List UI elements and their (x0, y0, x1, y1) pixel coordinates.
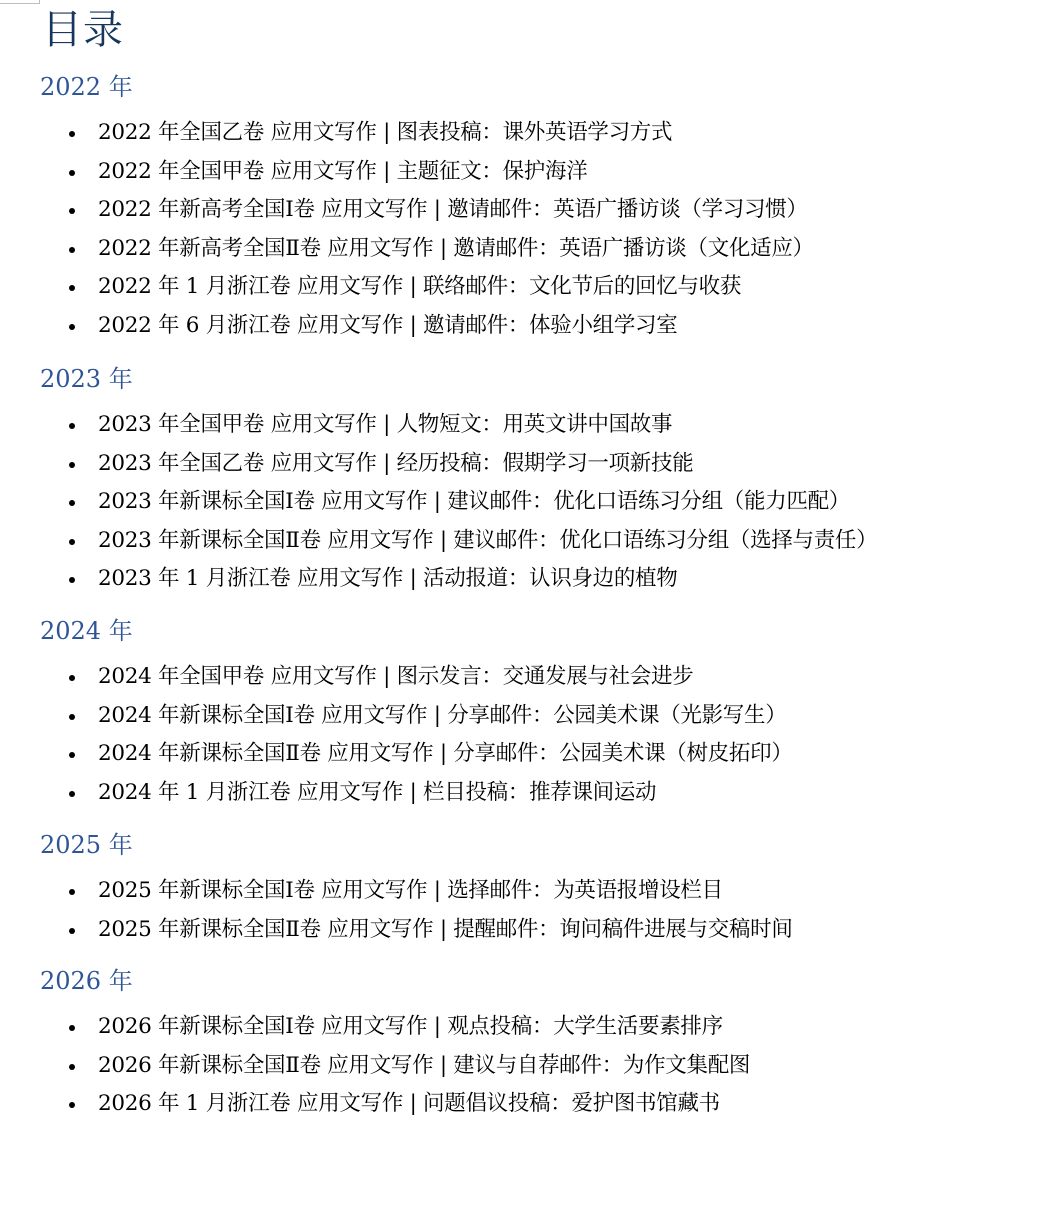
bullet-icon (69, 170, 75, 176)
toc-entry[interactable] (0, 413, 1056, 452)
toc-entry[interactable] (0, 1015, 1056, 1054)
year-heading-2026: 2026 年 (40, 967, 133, 995)
toc-entry-link[interactable]: 2023 年全国乙卷 应用文写作 | 经历投稿：假期学习一项新技能 (98, 450, 694, 476)
toc-entry-link[interactable]: 2022 年新高考全国Ⅱ卷 应用文写作 | 邀请邮件：英语广播访谈（文化适应） (98, 235, 814, 261)
page-corner-mark (0, 0, 40, 4)
toc-entry[interactable] (0, 275, 1056, 314)
toc-entry-link[interactable]: 2026 年 1 月浙江卷 应用文写作 | 问题倡议投稿：爱护图书馆藏书 (98, 1091, 720, 1116)
bullet-icon (69, 247, 75, 253)
toc-entry[interactable] (0, 452, 1056, 491)
bullet-icon (69, 462, 75, 468)
toc-entry-link[interactable]: 2022 年全国乙卷 应用文写作 | 图表投稿：课外英语学习方式 (98, 120, 673, 145)
bullet-icon (69, 500, 75, 506)
toc-list-2023 (0, 413, 1056, 606)
toc-list-2025 (0, 879, 1056, 956)
toc-entry[interactable] (0, 490, 1056, 529)
toc-entry[interactable] (0, 704, 1056, 743)
toc-list-2022 (0, 121, 1056, 352)
toc-entry-link[interactable]: 2022 年新高考全国Ⅰ卷 应用文写作 | 邀请邮件：英语广播访谈（学习习惯） (98, 197, 808, 222)
bullet-icon (69, 1064, 75, 1070)
toc-list-2026 (0, 1015, 1056, 1131)
bullet-icon (69, 791, 75, 797)
bullet-icon (69, 752, 75, 758)
toc-entry[interactable] (0, 781, 1056, 820)
toc-entry-link[interactable]: 2022 年 6 月浙江卷 应用文写作 | 邀请邮件：体验小组学习室 (98, 312, 678, 338)
toc-entry-link[interactable]: 2022 年全国甲卷 应用文写作 | 主题征文：保护海洋 (98, 158, 588, 184)
toc-entry-link[interactable]: 2023 年全国甲卷 应用文写作 | 人物短文：用英文讲中国故事 (98, 412, 673, 437)
toc-entry[interactable] (0, 567, 1056, 606)
toc-entry[interactable] (0, 121, 1056, 160)
toc-entry[interactable] (0, 918, 1056, 957)
toc-entry-link[interactable]: 2026 年新课标全国Ⅰ卷 应用文写作 | 观点投稿：大学生活要素排序 (98, 1014, 723, 1039)
toc-entry[interactable] (0, 1092, 1056, 1131)
toc-entry-link[interactable]: 2023 年 1 月浙江卷 应用文写作 | 活动报道：认识身边的植物 (98, 566, 678, 591)
toc-title: 目录 (42, 7, 124, 53)
year-heading-2022: 2022 年 (40, 73, 133, 101)
toc-entry-link[interactable]: 2025 年新课标全国Ⅰ卷 应用文写作 | 选择邮件：为英语报增设栏目 (98, 878, 723, 903)
bullet-icon (69, 1102, 75, 1108)
toc-entry[interactable] (0, 314, 1056, 353)
toc-entry-link[interactable]: 2022 年 1 月浙江卷 应用文写作 | 联络邮件：文化节后的回忆与收获 (98, 274, 742, 299)
toc-entry-link[interactable]: 2024 年全国甲卷 应用文写作 | 图示发言：交通发展与社会进步 (98, 664, 694, 689)
toc-entry[interactable] (0, 742, 1056, 781)
bullet-icon (69, 539, 75, 545)
year-heading-2024: 2024 年 (40, 617, 133, 645)
year-heading-2023: 2023 年 (40, 365, 133, 393)
toc-entry[interactable] (0, 198, 1056, 237)
year-heading-2025: 2025 年 (40, 831, 133, 859)
toc-list-2024 (0, 665, 1056, 819)
bullet-icon (69, 675, 75, 681)
bullet-icon (69, 285, 75, 291)
toc-entry-link[interactable]: 2025 年新课标全国Ⅱ卷 应用文写作 | 提醒邮件：询问稿件进展与交稿时间 (98, 916, 793, 942)
toc-entry-link[interactable]: 2024 年 1 月浙江卷 应用文写作 | 栏目投稿：推荐课间运动 (98, 779, 657, 805)
bullet-icon (69, 889, 75, 895)
bullet-icon (69, 324, 75, 330)
bullet-icon (69, 423, 75, 429)
toc-entry-link[interactable]: 2023 年新课标全国Ⅰ卷 应用文写作 | 建议邮件：优化口语练习分组（能力匹配） (98, 489, 850, 514)
toc-entry[interactable] (0, 1054, 1056, 1093)
bullet-icon (69, 928, 75, 934)
toc-entry[interactable] (0, 160, 1056, 199)
bullet-icon (69, 577, 75, 583)
bullet-icon (69, 208, 75, 214)
toc-entry-link[interactable]: 2023 年新课标全国Ⅱ卷 应用文写作 | 建议邮件：优化口语练习分组（选择与责任） (98, 527, 878, 553)
toc-entry[interactable] (0, 665, 1056, 704)
toc-entry[interactable] (0, 529, 1056, 568)
toc-entry[interactable] (0, 879, 1056, 918)
bullet-icon (69, 1025, 75, 1031)
toc-entry-link[interactable]: 2024 年新课标全国Ⅱ卷 应用文写作 | 分享邮件：公园美术课（树皮拓印） (98, 741, 793, 766)
toc-entry-link[interactable]: 2024 年新课标全国Ⅰ卷 应用文写作 | 分享邮件：公园美术课（光影写生） (98, 702, 787, 728)
toc-entry-link[interactable]: 2026 年新课标全国Ⅱ卷 应用文写作 | 建议与自荐邮件：为作文集配图 (98, 1052, 751, 1078)
toc-entry[interactable] (0, 237, 1056, 276)
bullet-icon (69, 131, 75, 137)
bullet-icon (69, 714, 75, 720)
